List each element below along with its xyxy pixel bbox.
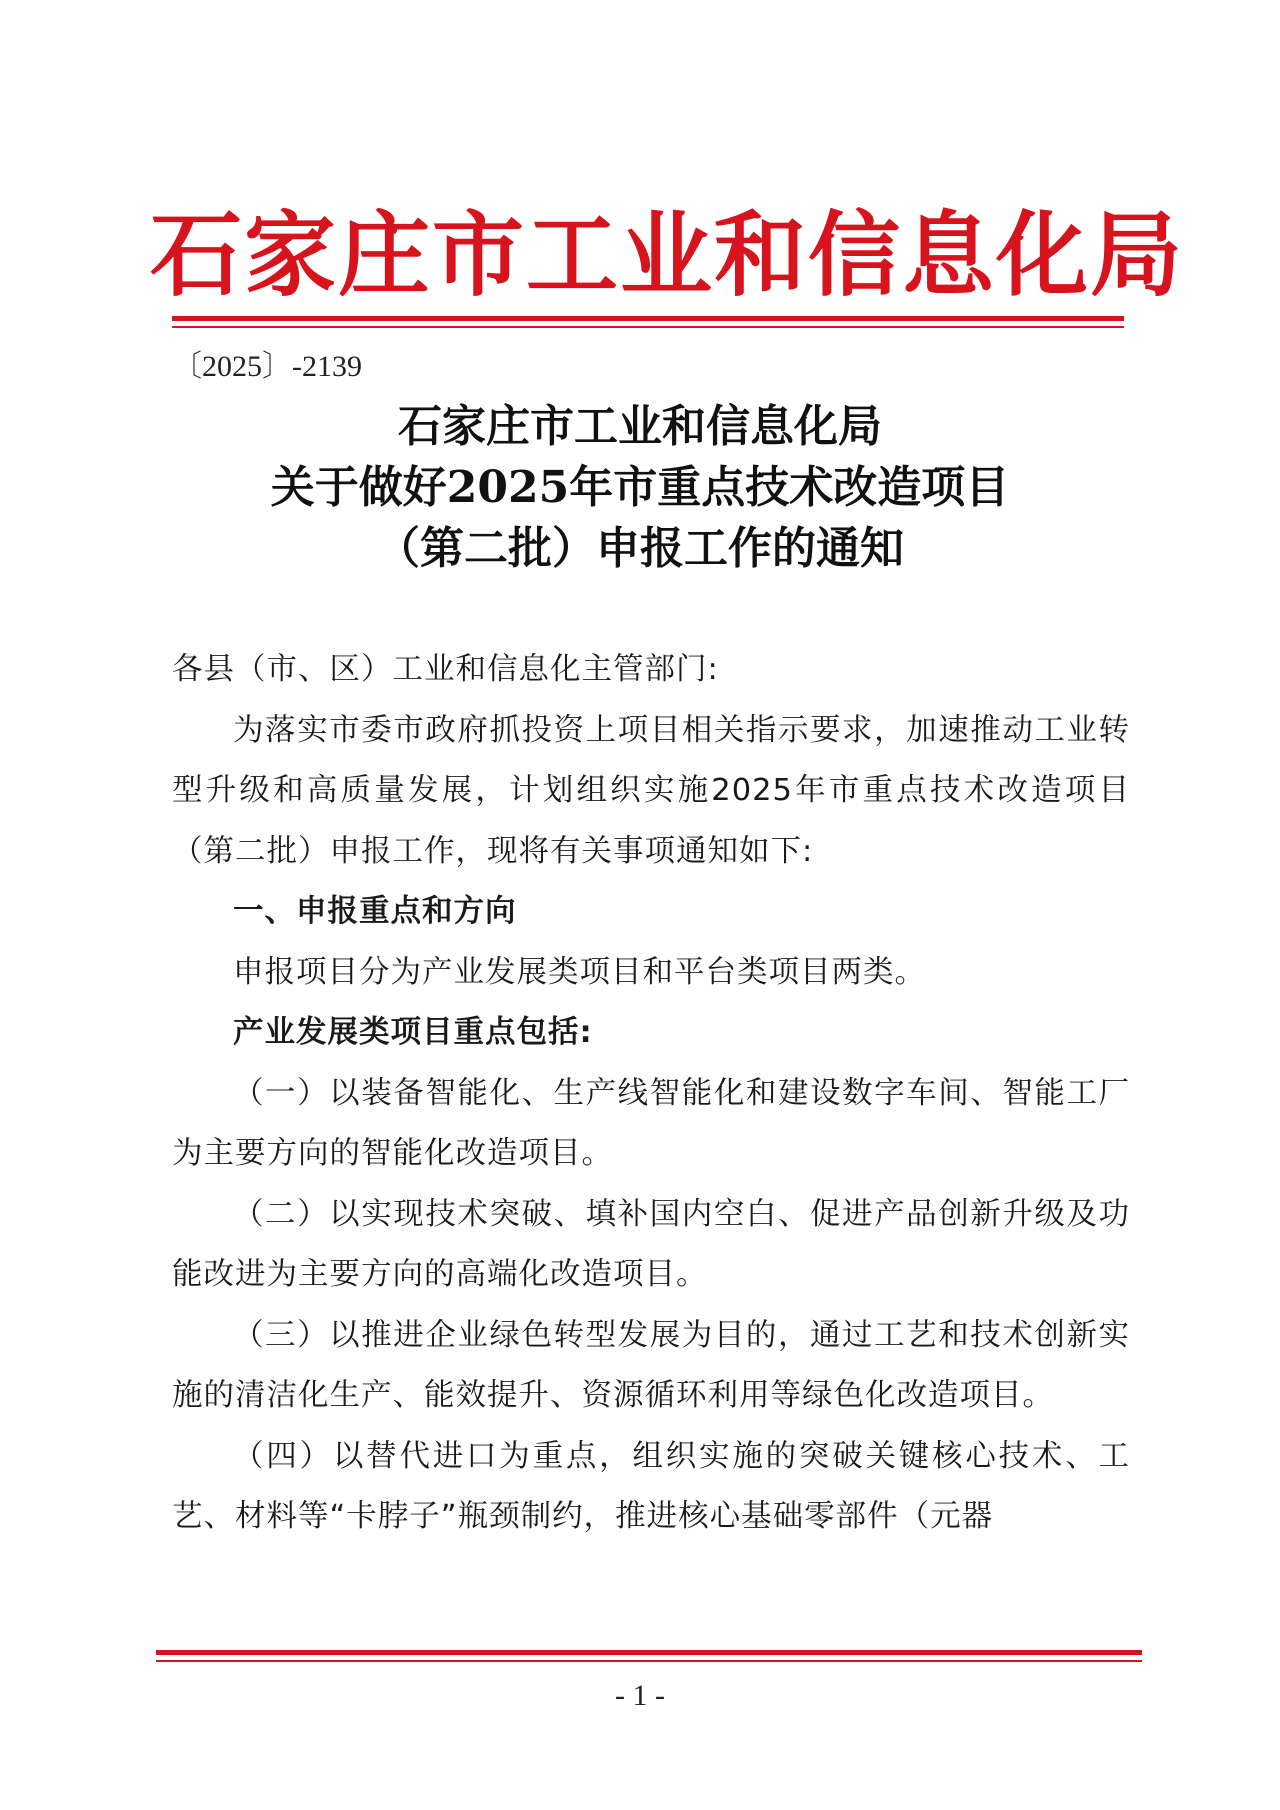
section-1-summary: 申报项目分为产业发展类项目和平台类项目两类。 — [233, 954, 926, 990]
addressee: 各县（市、区）工业和信息化主管部门: — [172, 652, 719, 687]
masthead-red-rule — [172, 316, 1124, 321]
document-number: 〔2025〕-2139 — [172, 350, 362, 383]
title-line-2: 关于做好2025年市重点技术改造项目 — [270, 462, 1010, 513]
list-item-2: （二）以实现技术突破、填补国内空白、促进产品创新升级及功能改进为主要方向的高端化改造项目。 — [172, 1196, 1130, 1292]
page-number: - 1 - — [615, 1679, 665, 1712]
intro-paragraph: 为落实市委市政府抓投资上项目相关指示要求，加速推动工业转型升级和高质量发展，计划组织实施2025年市重点技术改造项目（第二批）申报工作，现将有关事项通知如下: — [172, 712, 1130, 869]
document-body — [172, 640, 1130, 1548]
footer-red-rule — [156, 1650, 1142, 1655]
industry-category-heading: 产业发展类项目重点包括: — [233, 1015, 593, 1050]
title-line-3: （第二批）申报工作的通知 — [376, 523, 904, 574]
list-item-4: （四）以替代进口为重点，组织实施的突破关键核心技术、工艺、材料等“卡脖子”瓶颈制约，推进核心基础零部件（元器 — [172, 1438, 1130, 1534]
masthead-red-rule-thin — [172, 326, 1124, 328]
list-item-1: （一）以装备智能化、生产线智能化和建设数字车间、智能工厂为主要方向的智能化改造项目。 — [172, 1075, 1130, 1171]
document-title — [150, 396, 1130, 579]
footer-red-rule-thin — [156, 1660, 1142, 1662]
masthead-org-name: 石家庄市工业和信息化局 — [150, 202, 1185, 309]
list-item-3: （三）以推进企业绿色转型发展为目的，通过工艺和技术创新实施的清洁化生产、能效提升、资源循环利用等绿色化改造项目。 — [172, 1317, 1130, 1413]
section-1-heading: 一、申报重点和方向 — [233, 894, 517, 929]
title-line-1: 石家庄市工业和信息化局 — [398, 401, 882, 452]
